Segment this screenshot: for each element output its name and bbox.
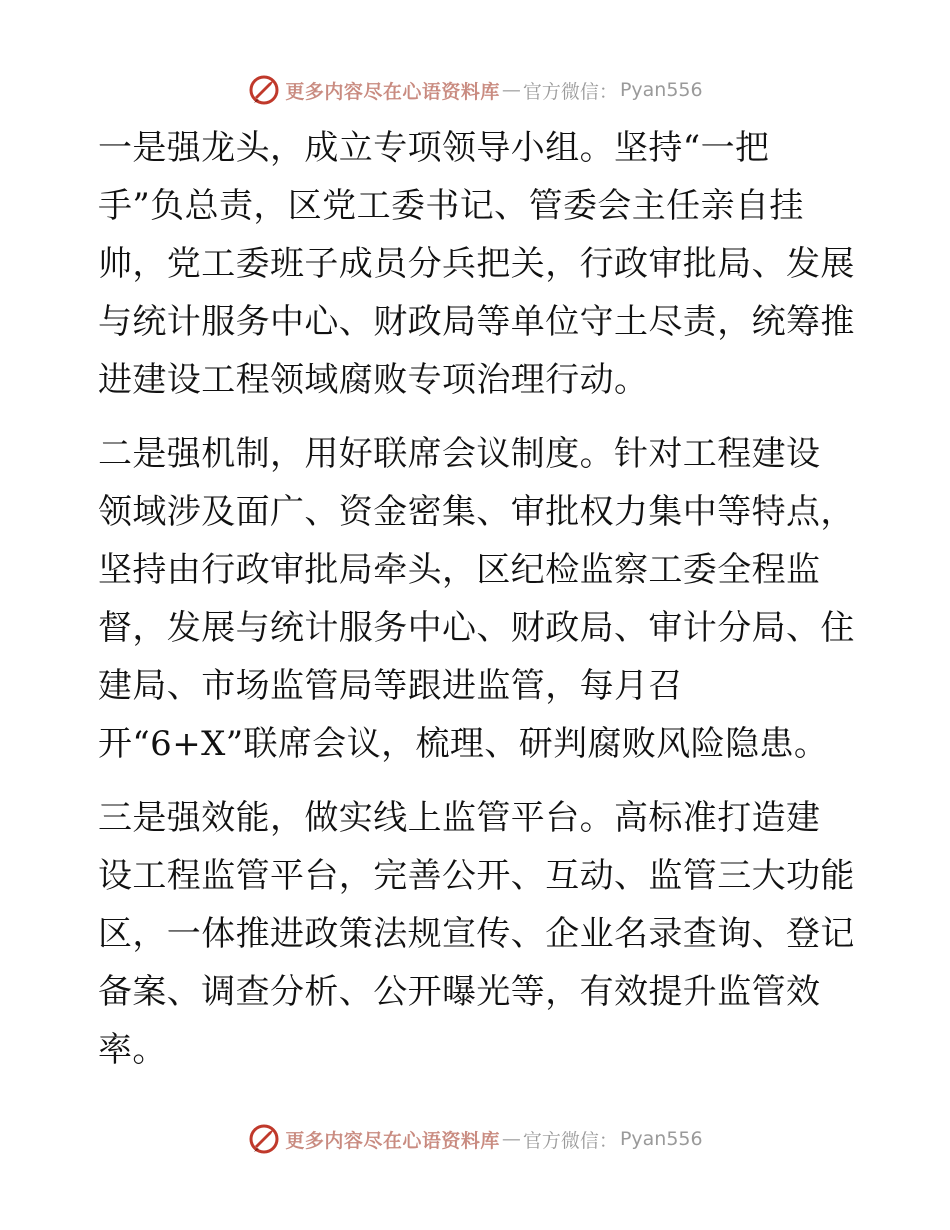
text-line: 设工程监管平台，完善公开、互动、监管三大功能 [98, 856, 855, 896]
text-line: 区，一体推进政策法规宣传、企业名录查询、登记 [98, 914, 855, 954]
banner-site-text: 更多内容尽在心语资料库 [285, 1129, 500, 1152]
text-line: 一是强龙头，成立专项领导小组。坚持“一把 [98, 128, 770, 168]
banner-dash: — [501, 79, 521, 101]
text-line: 督，发展与统计服务中心、财政局、审计分局、住 [98, 608, 855, 648]
brand-logo-icon [247, 73, 281, 107]
banner-wechat-id: Pyan556 [619, 1128, 703, 1150]
banner-wechat-id: Pyan556 [619, 79, 703, 101]
text-line: 开“6+X”联席会议，梳理、研判腐败风险隐患。 [98, 724, 829, 764]
text-line: 帅，党工委班子成员分兵把关，行政审批局、发展 [98, 244, 855, 284]
banner-site-text: 更多内容尽在心语资料库 [285, 80, 500, 103]
brand-logo-icon [247, 1122, 281, 1156]
footer-banner [0, 1117, 950, 1161]
text-line: 手”负总责，区党工委书记、管委会主任亲自挂 [98, 186, 804, 226]
text-line: 建局、市场监管局等跟进监管，每月召 [98, 666, 683, 706]
text-line: 二是强机制，用好联席会议制度。针对工程建设 [98, 434, 821, 474]
header-banner [0, 68, 950, 112]
text-line: 领域涉及面广、资金密集、审批权力集中等特点， [98, 492, 855, 532]
banner-dash: — [501, 1128, 521, 1150]
text-line: 坚持由行政审批局牵头，区纪检监察工委全程监 [98, 550, 821, 590]
text-line: 与统计服务中心、财政局等单位守土尽责，统筹推 [98, 302, 855, 342]
text-line: 三是强效能，做实线上监管平台。高标准打造建 [98, 798, 821, 838]
text-line: 备案、调查分析、公开曝光等，有效提升监管效 [98, 972, 821, 1012]
banner-wechat-label: 官方微信： [522, 80, 618, 103]
banner-wechat-label: 官方微信： [522, 1129, 618, 1152]
text-line: 进建设工程领域腐败专项治理行动。 [98, 360, 649, 400]
text-line: 率。 [98, 1030, 167, 1070]
